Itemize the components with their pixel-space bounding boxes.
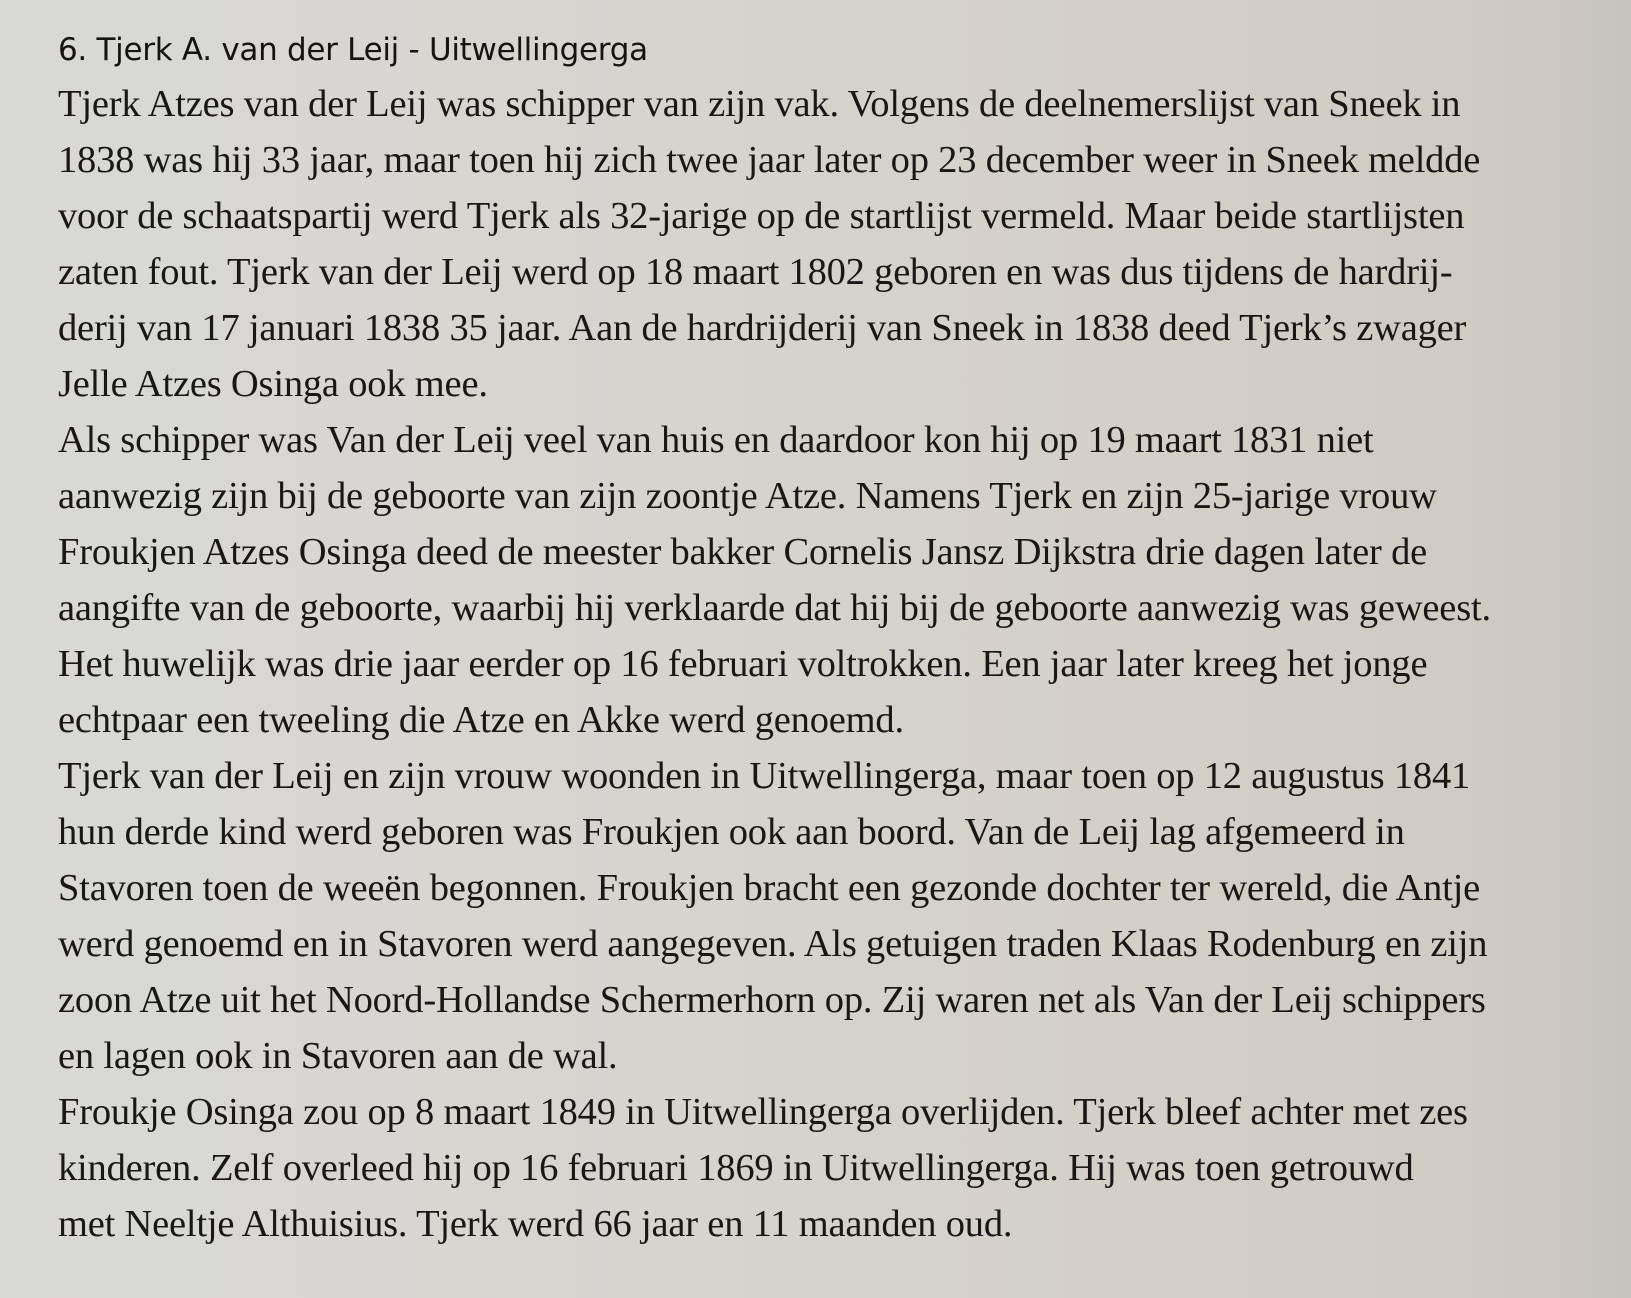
text-line: Het huwelijk was drie jaar eerder op 16 februari voltrokken. Een jaar later kreeg het jonge bbox=[58, 643, 1428, 685]
paragraph-3 bbox=[58, 748, 1578, 1084]
text-line: kinderen. Zelf overleed hij op 16 februari 1869 in Uitwellingerga. Hij was toen getrouwd bbox=[58, 1147, 1414, 1189]
text-line: zoon Atze uit het Noord-Hollandse Schermerhorn op. Zij waren net als Van der Leij schippers bbox=[58, 979, 1486, 1021]
text-line: Als schipper was Van der Leij veel van huis en daardoor kon hij op 19 maart 1831 niet bbox=[58, 419, 1374, 461]
text-line: en lagen ook in Stavoren aan de wal. bbox=[58, 1035, 618, 1077]
text-line: hun derde kind werd geboren was Froukjen ook aan boord. Van de Leij lag afgemeerd in bbox=[58, 811, 1405, 853]
text-line: derij van 17 januari 1838 35 jaar. Aan de hardrijderij van Sneek in 1838 deed Tjerk’s zwager bbox=[58, 307, 1467, 349]
document-page bbox=[58, 28, 1578, 1252]
section-heading: 6. Tjerk A. van der Leij - Uitwellingerga bbox=[58, 32, 648, 68]
text-line: zaten fout. Tjerk van der Leij werd op 18 maart 1802 geboren en was dus tijdens de hardrij- bbox=[58, 251, 1453, 293]
paragraph-4 bbox=[58, 1084, 1578, 1252]
text-line: Tjerk van der Leij en zijn vrouw woonden in Uitwellingerga, maar toen op 12 augustus 1841 bbox=[58, 755, 1471, 797]
text-line: Froukjen Atzes Osinga deed de meester bakker Cornelis Jansz Dijkstra drie dagen later de bbox=[58, 531, 1428, 573]
text-line: 1838 was hij 33 jaar, maar toen hij zich twee jaar later op 23 december weer in Sneek meldde bbox=[58, 139, 1481, 181]
text-line: aanwezig zijn bij de geboorte van zijn zoontje Atze. Namens Tjerk en zijn 25-jarige vrouw bbox=[58, 475, 1437, 517]
text-line: echtpaar een tweeling die Atze en Akke werd genoemd. bbox=[58, 699, 904, 741]
paragraph-1 bbox=[58, 76, 1578, 412]
text-line: Froukje Osinga zou op 8 maart 1849 in Uitwellingerga overlijden. Tjerk bleef achter met zes bbox=[58, 1091, 1468, 1133]
text-line: met Neeltje Althuisius. Tjerk werd 66 jaar en 11 maanden oud. bbox=[58, 1203, 1013, 1245]
text-line: werd genoemd en in Stavoren werd aangegeven. Als getuigen traden Klaas Rodenburg en zijn bbox=[58, 923, 1488, 965]
paragraph-2 bbox=[58, 412, 1578, 748]
text-line: Stavoren toen de weeën begonnen. Froukjen bracht een gezonde dochter ter wereld, die Antje bbox=[58, 867, 1480, 909]
text-line: Jelle Atzes Osinga ook mee. bbox=[58, 363, 488, 405]
text-line: voor de schaatspartij werd Tjerk als 32-jarige op de startlijst vermeld. Maar beide startlijsten bbox=[58, 195, 1465, 237]
text-line: Tjerk Atzes van der Leij was schipper van zijn vak. Volgens de deelnemerslijst van Sneek in bbox=[58, 83, 1461, 125]
text-line: aangifte van de geboorte, waarbij hij verklaarde dat hij bij de geboorte aanwezig was geweest. bbox=[58, 587, 1491, 629]
